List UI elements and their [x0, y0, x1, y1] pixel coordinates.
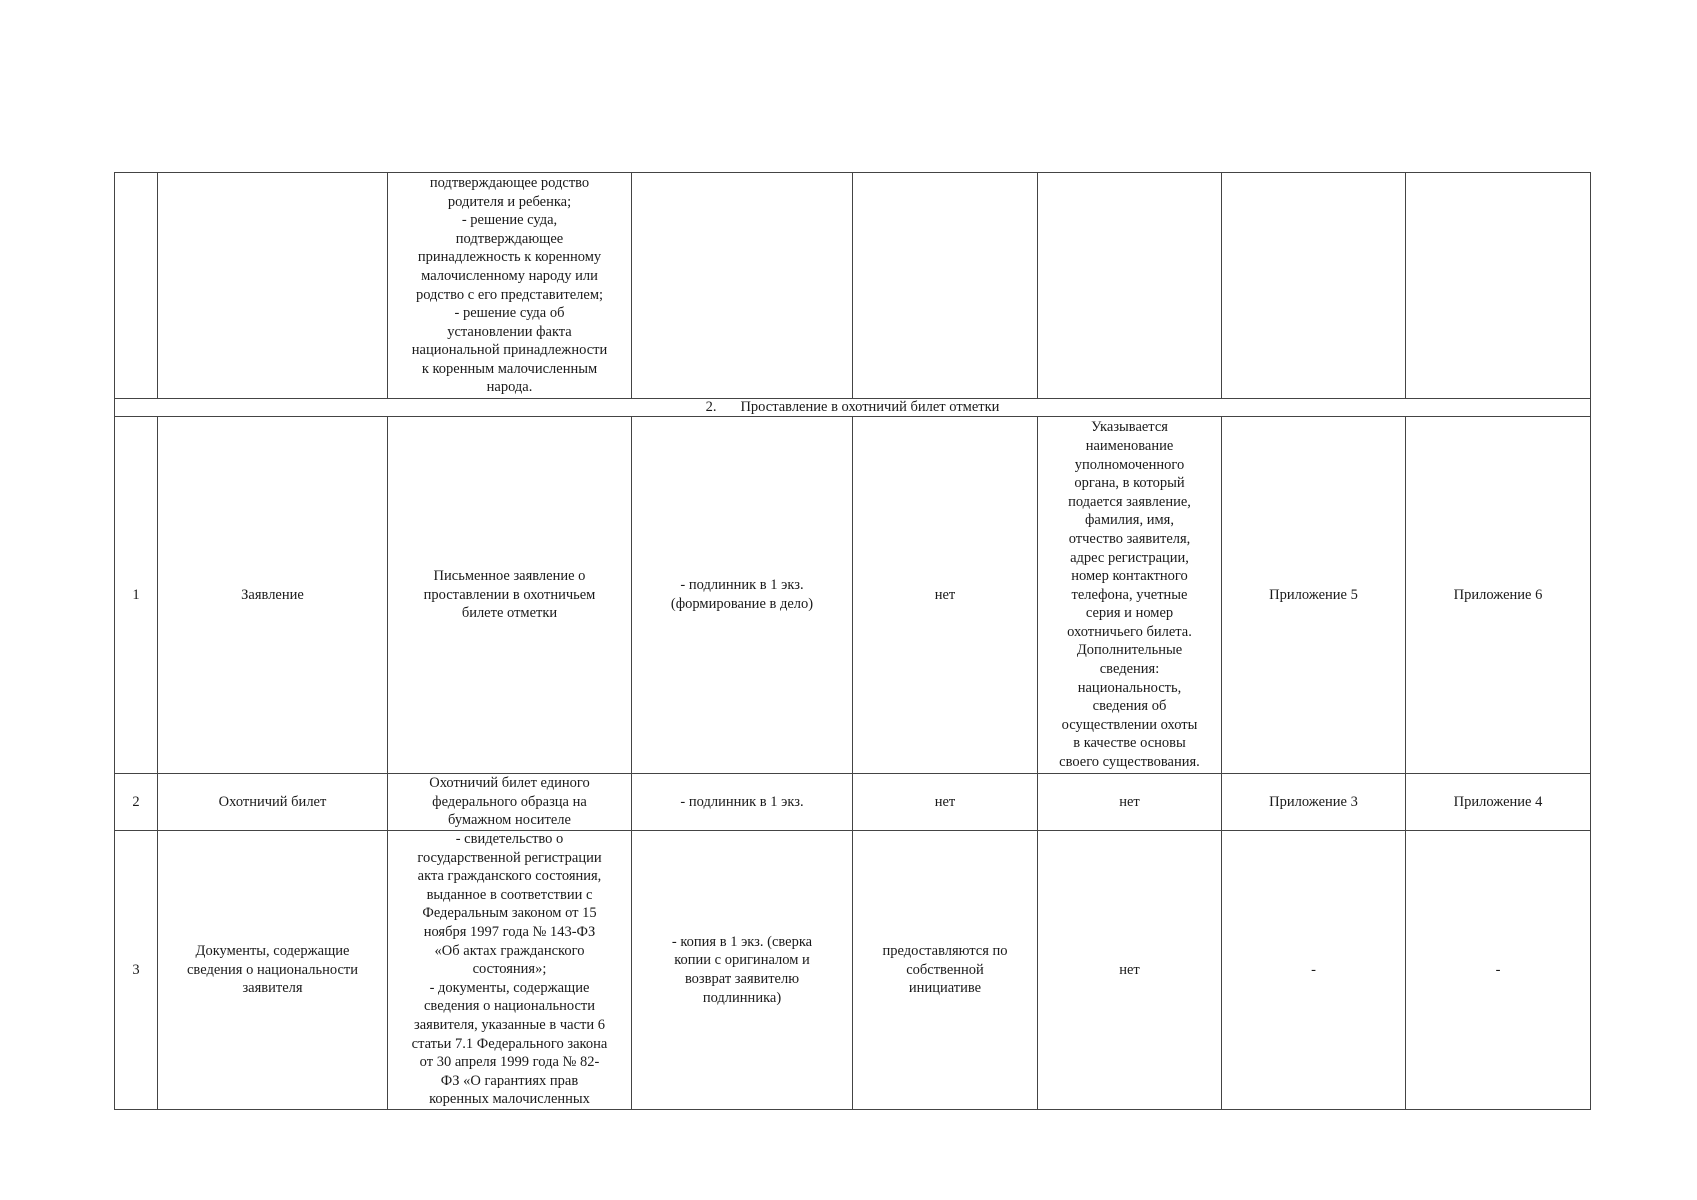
copies-info: - подлинник в 1 экз.	[632, 774, 853, 831]
document-type-cell	[388, 831, 632, 1110]
table-cell	[853, 173, 1038, 399]
form-reference: Приложение 5	[1222, 417, 1406, 774]
table-cell	[1038, 173, 1222, 399]
table-cell	[632, 173, 853, 399]
submission-condition: предоставляются по собственной инициативе	[853, 831, 1038, 1110]
row-number: 3	[115, 831, 158, 1110]
table-cell	[1406, 173, 1591, 399]
sample-reference: Приложение 6	[1406, 417, 1591, 774]
submission-condition: нет	[853, 774, 1038, 831]
table-cell	[1222, 173, 1406, 399]
document-type: - свидетельство о государственной регистрации акта гражданского состояния, выданное в соответствии с Федеральным законом от 15 ноября 1997 года № 143-ФЗ «Об актах гражданского состояния»; - документы, содержащие сведения о национальности заявителя, указанные в части 6 статьи 7.1 Федерального закона от 30 апреля 1999 года № 82- ФЗ «О гарантиях прав коренных малочисленных	[411, 831, 608, 1108]
row-number: 1	[115, 417, 158, 774]
row-number: 2	[115, 774, 158, 831]
submission-condition: нет	[853, 417, 1038, 774]
continuation-doc-cell: подтверждающее родство родителя и ребенка; - решение суда, подтверждающее принадлежность к коренному малочисленному народу или родство с его представителем; - решение суда об установлении факта национальной принадлежности к коренным малочисленным народа.	[388, 173, 632, 399]
section-header-row	[115, 399, 1591, 417]
document-type: Охотничий билет единого федерального образца на бумажном носителе	[388, 774, 632, 831]
sample-reference: -	[1406, 831, 1591, 1110]
document-name: Заявление	[158, 417, 388, 774]
section-number: 2.	[705, 399, 717, 415]
documents-table	[114, 172, 1591, 1110]
copies-info: - подлинник в 1 экз. (формирование в дело)	[632, 417, 853, 774]
section-heading	[115, 399, 1591, 417]
form-reference: Приложение 3	[1222, 774, 1406, 831]
document-requirements: нет	[1038, 774, 1222, 831]
table-row	[115, 774, 1591, 831]
document-name: Охотничий билет	[158, 774, 388, 831]
sample-reference: Приложение 4	[1406, 774, 1591, 831]
table-cell	[115, 173, 158, 399]
copies-info: - копия в 1 экз. (сверка копии с оригиналом и возврат заявителю подлинника)	[632, 831, 853, 1110]
document-requirements: нет	[1038, 831, 1222, 1110]
document-type: Письменное заявление о проставлении в охотничьем билете отметки	[388, 417, 632, 774]
section-title: Проставление в охотничий билет отметки	[740, 399, 1000, 415]
document-requirements: Указывается наименование уполномоченного органа, в который подается заявление, фамилия, имя, отчество заявителя, адрес регистрации, номер контактного телефона, учетные серия и номер охотничьего билета. Дополнительные сведения: национальность, сведения об осуществлении охоты в качестве основы своего существования.	[1038, 417, 1222, 774]
table-cell	[158, 173, 388, 399]
form-reference: -	[1222, 831, 1406, 1110]
table-row	[115, 831, 1591, 1110]
table-row	[115, 417, 1591, 774]
document-name: Документы, содержащие сведения о национальности заявителя	[158, 831, 388, 1110]
continuation-row	[115, 173, 1591, 399]
